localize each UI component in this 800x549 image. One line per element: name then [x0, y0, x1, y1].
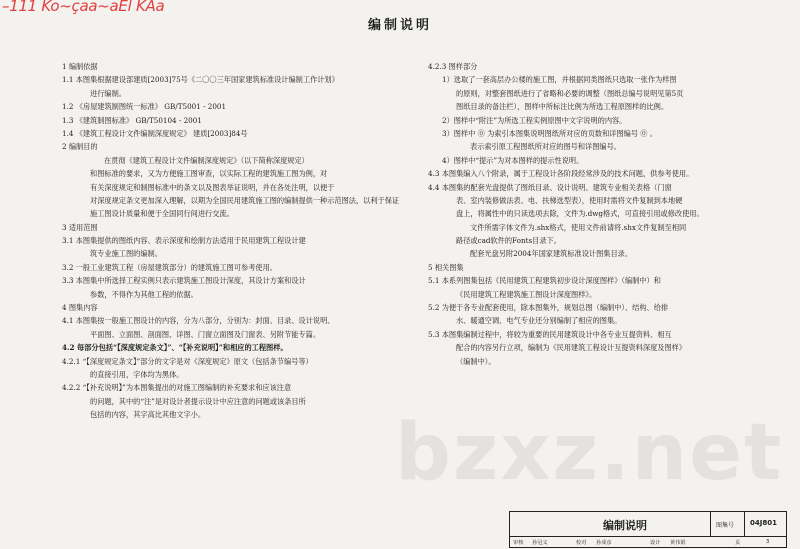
text-line: （编制中）。 — [456, 356, 496, 366]
text-line: 4.3 本图集编入八个附录，属于工程设计各阶段经常涉及的技术问题，供参考使用。 — [428, 169, 694, 179]
text-line: 5.2 为便于各专业配套使用，除本图集外，规划总图（编制中）、结构、给排 — [428, 303, 669, 313]
text-line: 配合的内容另行立项，编制为《民用建筑工程设计互提资料深度及图样》 — [456, 343, 687, 353]
text-line: 4）图样中“提示”为对本图样的提示性说明。 — [442, 155, 584, 165]
text-line: 4.2.1 “【深度规定条文】”部分的文字是对《深度规定》原文（包括条节编号等） — [62, 356, 313, 366]
title-block — [509, 511, 787, 548]
text-line: 施工图设计质量和便于全国同行间进行交流。 — [90, 209, 234, 219]
text-line: 5 相关图集 — [428, 262, 464, 272]
text-line: 5.1 本系列图集包括《民用建筑工程建筑初步设计深度图样》（编制中）和 — [428, 276, 661, 286]
text-line: 1.4 《建筑工程设计文件编制深度规定》 建质[2003]84号 — [62, 128, 248, 138]
text-line: 4.2 每部分包括“【深度规定条文】”、“【补充说明】”和相应的工程图样。 — [62, 343, 288, 353]
check-label: 校对 — [576, 539, 587, 546]
title-block-divider — [744, 512, 745, 536]
header-artifact-text: –111 Ko~çaa~aEl KAa — [2, 0, 165, 15]
text-line: 的直接引用，字体均为黑体。 — [90, 369, 184, 379]
title-block-signature-row — [510, 537, 786, 548]
title-block-divider — [710, 512, 711, 536]
text-line: 进行编制。 — [90, 88, 126, 98]
title-block-top-row — [510, 512, 786, 537]
text-line: 1.3 《建筑制图标准》 GB/T50104 - 2001 — [62, 115, 202, 125]
text-line: 1 编制依据 — [62, 62, 98, 71]
text-line: 2 编制目的 — [62, 142, 98, 152]
atlas-number-label: 图集号 — [716, 522, 735, 529]
text-line: 表示索引原工程图纸所对应的图号和详图编号。 — [470, 142, 621, 152]
text-line: 水、暖通空调、电气专业还分别编制了相应的图集。 — [456, 316, 622, 326]
text-line: 4.2.2 “【补充说明】”为本图集提出的对施工图编制的补充要求和应该注意 — [62, 383, 292, 393]
text-line: 的问题，其中的“注”是对设计者提示设计中应注意的问题或该条目所 — [90, 396, 306, 406]
right-column — [428, 60, 783, 368]
text-line: 3）图样中 ⓪ 为索引本图集说明图纸所对应的页数和详图编号 ⓪ 。 — [442, 128, 657, 138]
text-line: 参数，不得作为其他工程的依据。 — [90, 289, 198, 299]
text-line: 图纸目录的备注栏），图样中所标注比例为所选工程原图样的比例。 — [456, 102, 669, 112]
left-column — [62, 60, 422, 422]
text-line: 3.1 本图集提供的图纸内容、表示深度和绘制方法适用于民用建筑工程设计建 — [62, 236, 306, 246]
design-label: 设计 — [650, 539, 661, 546]
text-line: 的原则，对整套图纸进行了省略和必要的调整（图纸总编号说明见第5页 — [456, 88, 684, 98]
text-line: 对深度规定条文更加深入理解，以期为全国民用建筑施工图的编制提供一种示范图法，以利于保证 — [90, 195, 400, 205]
text-line: 盘上，将属性中的只读选项去除，文件为.dwg格式，可直接引用或修改使用。 — [456, 209, 704, 219]
text-line: 1.1 本图集根据建设部建质[2003]75号《二〇〇三年国家建筑标准设计编制工作计划》 — [62, 75, 339, 85]
text-line: 2）图样中“附注”为所选工程实例原图中文字说明的内容。 — [442, 115, 627, 125]
text-line: 4.4 本图集的配套光盘提供了图纸目录、设计说明、建筑专业相关表格（门窗 — [428, 182, 672, 192]
text-line: 4.1 本图集按一般施工图设计的内容，分为八部分，分别为：封面、目录、设计说明、 — [62, 316, 335, 326]
text-line: 1）选取了一套高层办公楼的施工图，并根据同类图纸只选取一张作为样图 — [442, 75, 677, 85]
text-line: 4.2.3 图样部分 — [428, 62, 478, 71]
text-line: 5.3 本图集编制过程中，将较为重要的民用建筑设计中各专业互提资料、相互 — [428, 329, 672, 339]
watermark: bzxz.net — [395, 408, 784, 498]
review-label: 审核 — [513, 539, 524, 546]
text-line: 1.2 《房屋建筑制图统一标准》 GB/T5001 - 2001 — [62, 102, 227, 112]
designer-name: 黄伟娟 — [670, 539, 686, 546]
page-title: 编制说明 — [367, 18, 432, 33]
title-block-title: 编制说明 — [603, 519, 647, 532]
text-line: 《民用建筑工程建筑施工图设计深度图样》。 — [456, 289, 597, 299]
atlas-number: 04J801 — [750, 519, 777, 527]
page-label: 页 — [735, 539, 741, 546]
text-line: 路径或cad软件的Fonts目录下。 — [456, 236, 561, 246]
text-line: 3.3 本图集中所选择工程实例只表示建筑施工图设计深度，其设计方案和设计 — [62, 276, 306, 286]
text-line: 有关深度规定和制图标准中的条文以及图表举证说明，并在各处注明，以便于 — [90, 182, 335, 192]
text-line: 配套光盘另附2004年国家建筑标准设计图集目录。 — [470, 249, 633, 259]
text-line: 平面图、立面图、剖面图、详图、门窗立面图及门窗表、另附节能专篇。 — [90, 329, 321, 339]
text-line: 表、室内装修做法表、电、扶梯选型表），使用时需将文件复制到本地硬 — [456, 195, 683, 205]
text-line: 3.2 一般工业建筑工程（房屋建筑部分）的建筑施工图可参考使用。 — [62, 262, 277, 272]
text-line: 在贯彻《建筑工程设计文件编制深度规定》（以下简称深度规定） — [104, 155, 309, 165]
text-line: 包括的内容，其字高比其他文字小。 — [90, 410, 206, 420]
text-line: 4 图集内容 — [62, 303, 98, 313]
checker-name: 孙成彦 — [596, 539, 612, 546]
page-number: 3 — [766, 538, 770, 545]
text-line: 和图标准的要求，又为方便施工图审查，以实际工程的建筑施工图为例，对 — [90, 169, 328, 179]
text-line: 3 适用范围 — [62, 222, 98, 232]
text-line: 筑专业施工图的编制。 — [90, 249, 162, 259]
text-line: 文件所需字体文件为.shx格式，使用文件前请将.shx文件复制至相同 — [470, 222, 687, 232]
reviewer-name: 孙冠义 — [532, 539, 548, 546]
